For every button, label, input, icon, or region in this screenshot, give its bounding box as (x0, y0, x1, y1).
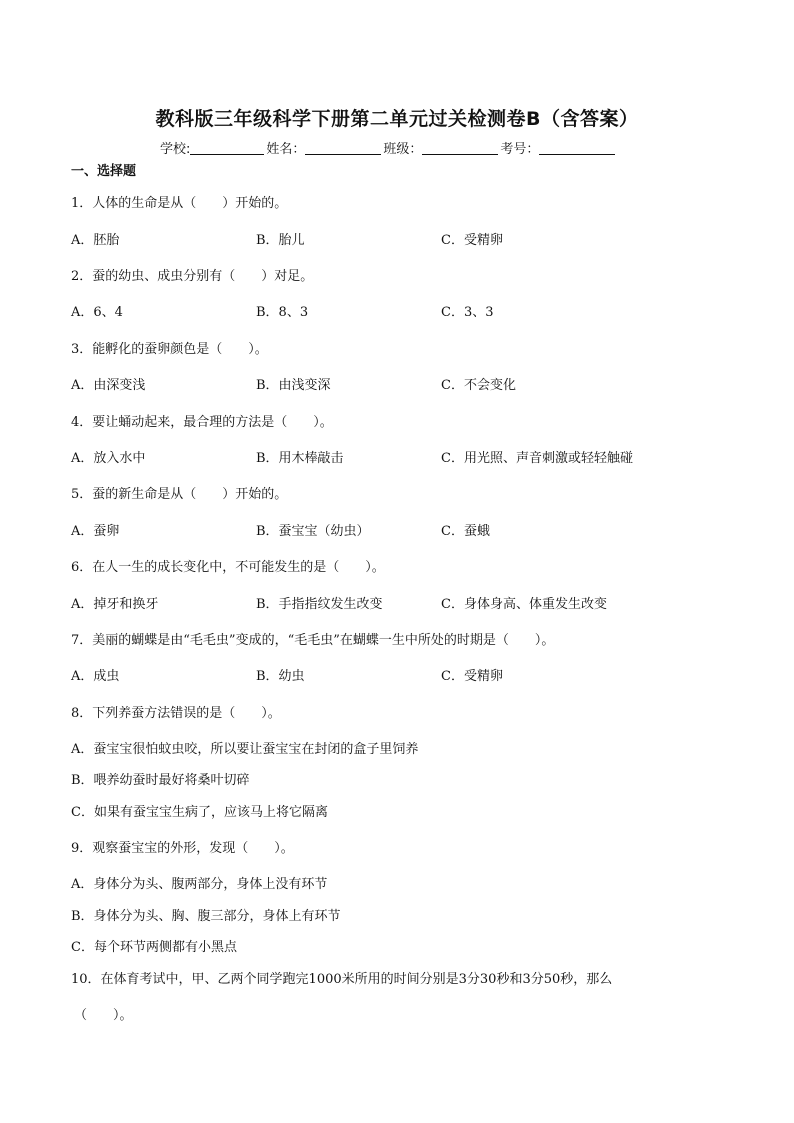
question-3-option-b: B．由浅变深 (256, 378, 331, 393)
question-6-option-a: A．掉牙和换牙 (71, 597, 159, 612)
question-9-option-b: B．身体分为头、胸、腹三部分，身体上有环节 (71, 909, 341, 924)
question-1-option-a: A．胚胎 (71, 233, 120, 248)
name-label: 姓名： (266, 142, 306, 157)
question-10-continuation: （ ）。 (74, 1008, 133, 1023)
question-9: 9．观察蚕宝宝的外形，发现（ ）。 (71, 841, 294, 856)
question-4-option-b: B．用木棒敲击 (256, 451, 344, 466)
name-blank[interactable] (305, 141, 381, 155)
question-2-option-a: A．6、4 (71, 305, 123, 320)
question-9-option-a: A．身体分为头、腹两部分，身体上没有环节 (71, 877, 328, 892)
question-1: 1．人体的生命是从（ ）开始的。 (71, 196, 288, 211)
question-8-option-c: C．如果有蚕宝宝生病了，应该马上将它隔离 (71, 805, 328, 820)
student-info-line (160, 138, 617, 157)
number-label: 考号： (500, 142, 540, 157)
school-blank[interactable] (190, 141, 264, 155)
question-2-option-c: C．3、3 (441, 305, 494, 320)
question-6-option-c: C．身体身高、体重发生改变 (441, 597, 607, 612)
question-2-option-b: B．8、3 (256, 305, 309, 320)
question-7-option-c: C．受精卵 (441, 669, 503, 684)
question-1-option-b: B．胎儿 (256, 233, 305, 248)
school-label: 学校: (160, 142, 191, 157)
question-3-option-c: C．不会变化 (441, 378, 516, 393)
question-3: 3．能孵化的蚕卵颜色是（ ）。 (71, 342, 268, 357)
class-blank[interactable] (422, 141, 498, 155)
question-3-option-a: A．由深变浅 (71, 378, 146, 393)
question-5-option-a: A．蚕卵 (71, 524, 120, 539)
question-7-option-a: A．成虫 (71, 669, 120, 684)
number-blank[interactable] (539, 141, 615, 155)
question-6-option-b: B．手指指纹发生改变 (256, 597, 383, 612)
class-label: 班级： (383, 142, 423, 157)
question-7: 7．美丽的蝴蝶是由“毛毛虫”变成的，“毛毛虫”在蝴蝶一生中所处的时期是（ ）。 (71, 633, 555, 648)
question-5-option-b: B．蚕宝宝（幼虫） (256, 524, 370, 539)
question-9-option-c: C．每个环节两侧都有小黑点 (71, 940, 237, 955)
question-4-option-c: C．用光照、声音刺激或轻轻触碰 (441, 451, 633, 466)
question-5-option-c: C．蚕蛾 (441, 524, 490, 539)
question-4-option-a: A．放入水中 (71, 451, 146, 466)
question-10: 10．在体育考试中，甲、乙两个同学跑完1000米所用的时间分别是3分30秒和3分50秒，那么 (71, 972, 613, 987)
question-7-option-b: B．幼虫 (256, 669, 305, 684)
question-8: 8．下列养蚕方法错误的是（ ）。 (71, 706, 281, 721)
question-1-option-c: C．受精卵 (441, 233, 503, 248)
page-title: 教科版三年级科学下册第二单元过关检测卷B（含答案） (155, 108, 639, 130)
question-4: 4．要让蛹动起来，最合理的方法是（ ）。 (71, 415, 333, 430)
question-2: 2．蚕的幼虫、成虫分别有（ ）对足。 (71, 269, 314, 284)
question-6: 6．在人一生的成长变化中，不可能发生的是（ ）。 (71, 560, 385, 575)
question-8-option-b: B．喂养幼蚕时最好将桑叶切碎 (71, 773, 250, 788)
question-5: 5．蚕的新生命是从（ ）开始的。 (71, 487, 288, 502)
question-8-option-a: A．蚕宝宝很怕蚊虫咬，所以要让蚕宝宝在封闭的盒子里饲养 (71, 742, 419, 757)
section-heading: 一、选择题 (71, 164, 137, 179)
